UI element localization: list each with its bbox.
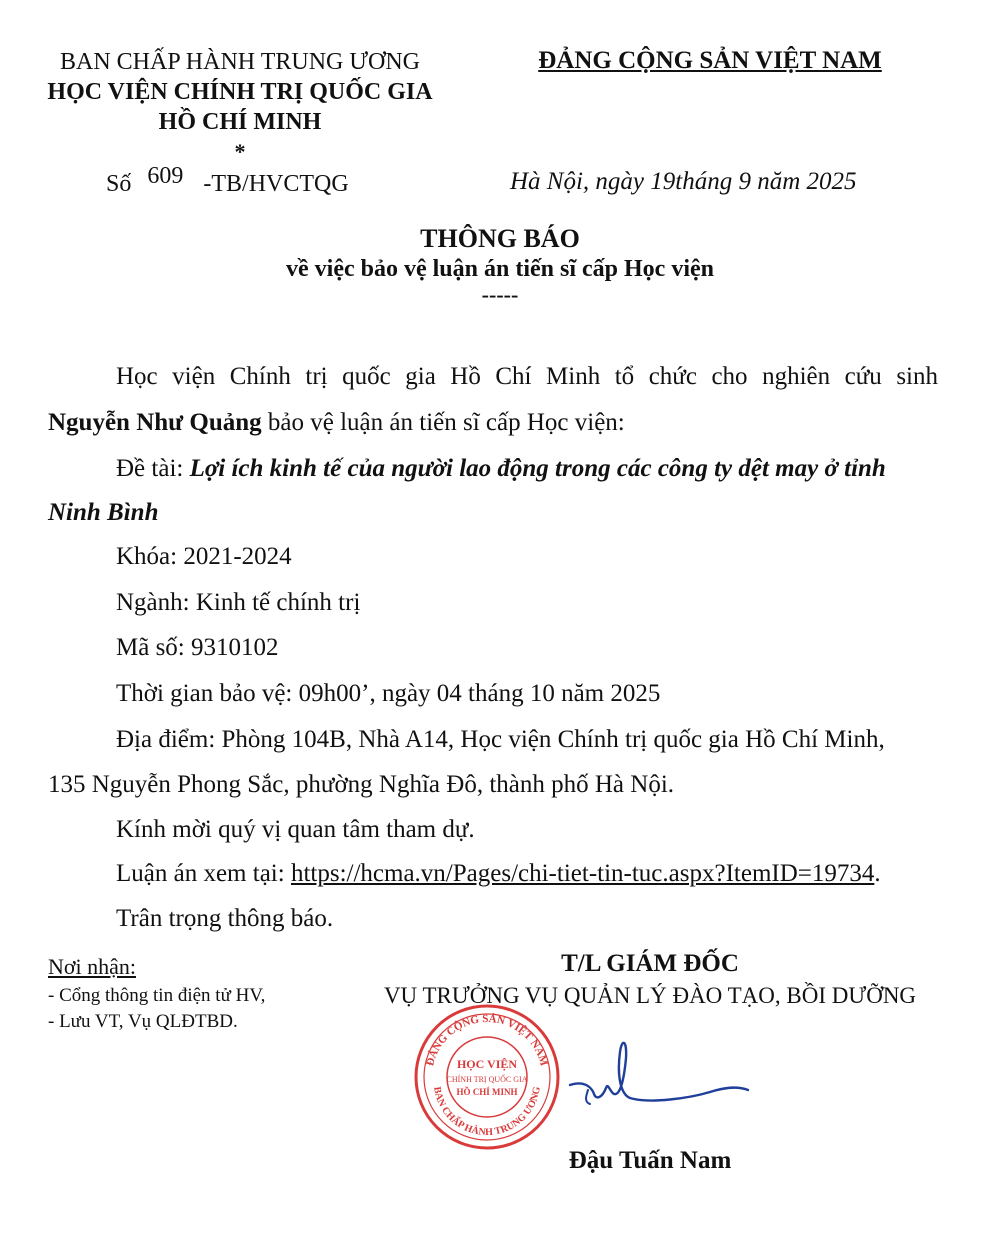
recipient-item: - Cổng thông tin điện tử HV, bbox=[48, 985, 266, 1006]
official-seal bbox=[412, 1002, 562, 1152]
intro-line-2 bbox=[48, 408, 625, 438]
org-line-1: BAN CHẤP HÀNH TRUNG ƯƠNG bbox=[60, 49, 420, 75]
signature-title-2: VỤ TRƯỞNG VỤ QUẢN LÝ ĐÀO TẠO, BỒI DƯỠNG bbox=[383, 983, 917, 1008]
defense-time: Thời gian bảo vệ: 09h00’, ngày 04 tháng 10 năm 2025 bbox=[116, 680, 661, 707]
course: Khóa: 2021-2024 bbox=[116, 543, 292, 570]
party-name: ĐẢNG CỘNG SẢN VIỆT NAM bbox=[538, 47, 882, 74]
thesis-end: . bbox=[874, 860, 881, 887]
thesis-link-line bbox=[116, 859, 881, 889]
signer-name: Đậu Tuấn Nam bbox=[568, 1147, 732, 1174]
closing: Trân trọng thông báo. bbox=[116, 905, 334, 932]
topic-title: Lợi ích kinh tế của người lao động trong các công ty dệt may ở tỉnh bbox=[189, 455, 886, 482]
seal-ring-top: ĐẢNG CỘNG SẢN VIỆT NAM bbox=[424, 1012, 550, 1068]
topic-line-2: Ninh Bình bbox=[48, 499, 159, 526]
location-line-1: Địa điểm: Phòng 104B, Nhà A14, Học viện Chính trị quốc gia Hồ Chí Minh, bbox=[116, 726, 885, 753]
topic-line-1 bbox=[116, 454, 886, 484]
header-star: * bbox=[234, 139, 246, 164]
recipients-heading: Nơi nhận: bbox=[48, 954, 137, 979]
thesis-label: Luận án xem tại: bbox=[116, 860, 291, 887]
notice-title: THÔNG BÁO bbox=[420, 224, 580, 253]
intro-line-1: Học viện Chính trị quốc gia Hồ Chí Minh tổ chức cho nghiên cứu sinh bbox=[116, 363, 938, 390]
notice-subtitle: về việc bảo vệ luận án tiến sĩ cấp Học viện bbox=[286, 256, 714, 282]
invitation: Kính mời quý vị quan tâm tham dự. bbox=[116, 816, 475, 843]
topic-label: Đề tài: bbox=[116, 455, 190, 482]
seal-text-1: HỌC VIỆN bbox=[456, 1057, 518, 1071]
thesis-link[interactable]: https://hcma.vn/Pages/chi-tiet-tin-tuc.aspx?ItemID=19734 bbox=[290, 860, 875, 887]
doc-number bbox=[106, 163, 349, 199]
doc-number-value: 609 bbox=[147, 163, 184, 189]
seal-ring-bottom: BAN CHẤP HÀNH TRUNG ƯƠNG bbox=[431, 1085, 543, 1139]
title-dashes: ----- bbox=[481, 282, 519, 307]
major-code: Mã số: 9310102 bbox=[116, 634, 279, 661]
signature-title-1: T/L GIÁM ĐỐC bbox=[561, 950, 739, 977]
org-line-2: HỌC VIỆN CHÍNH TRỊ QUỐC GIA bbox=[47, 79, 433, 105]
org-line-3: HỒ CHÍ MINH bbox=[158, 109, 322, 135]
seal-text-2: CHÍNH TRỊ QUỐC GIA bbox=[446, 1075, 528, 1084]
location-line-2: 135 Nguyễn Phong Sắc, phường Nghĩa Đô, thành phố Hà Nội. bbox=[48, 771, 675, 798]
recipient-item: - Lưu VT, Vụ QLĐTBD. bbox=[48, 1011, 238, 1032]
seal-text-3: HỒ CHÍ MINH bbox=[456, 1087, 518, 1097]
doc-number-prefix: Số bbox=[106, 171, 132, 197]
major: Ngành: Kinh tế chính trị bbox=[116, 589, 361, 616]
place-date: Hà Nội, ngày 19tháng 9 năm 2025 bbox=[510, 168, 857, 195]
doc-number-suffix: -TB/HVCTQG bbox=[203, 171, 349, 197]
intro-line-2-rest: bảo vệ luận án tiến sĩ cấp Học viện: bbox=[261, 409, 625, 436]
candidate-name: Nguyễn Như Quảng bbox=[48, 409, 262, 436]
handwritten-signature bbox=[560, 1030, 760, 1120]
